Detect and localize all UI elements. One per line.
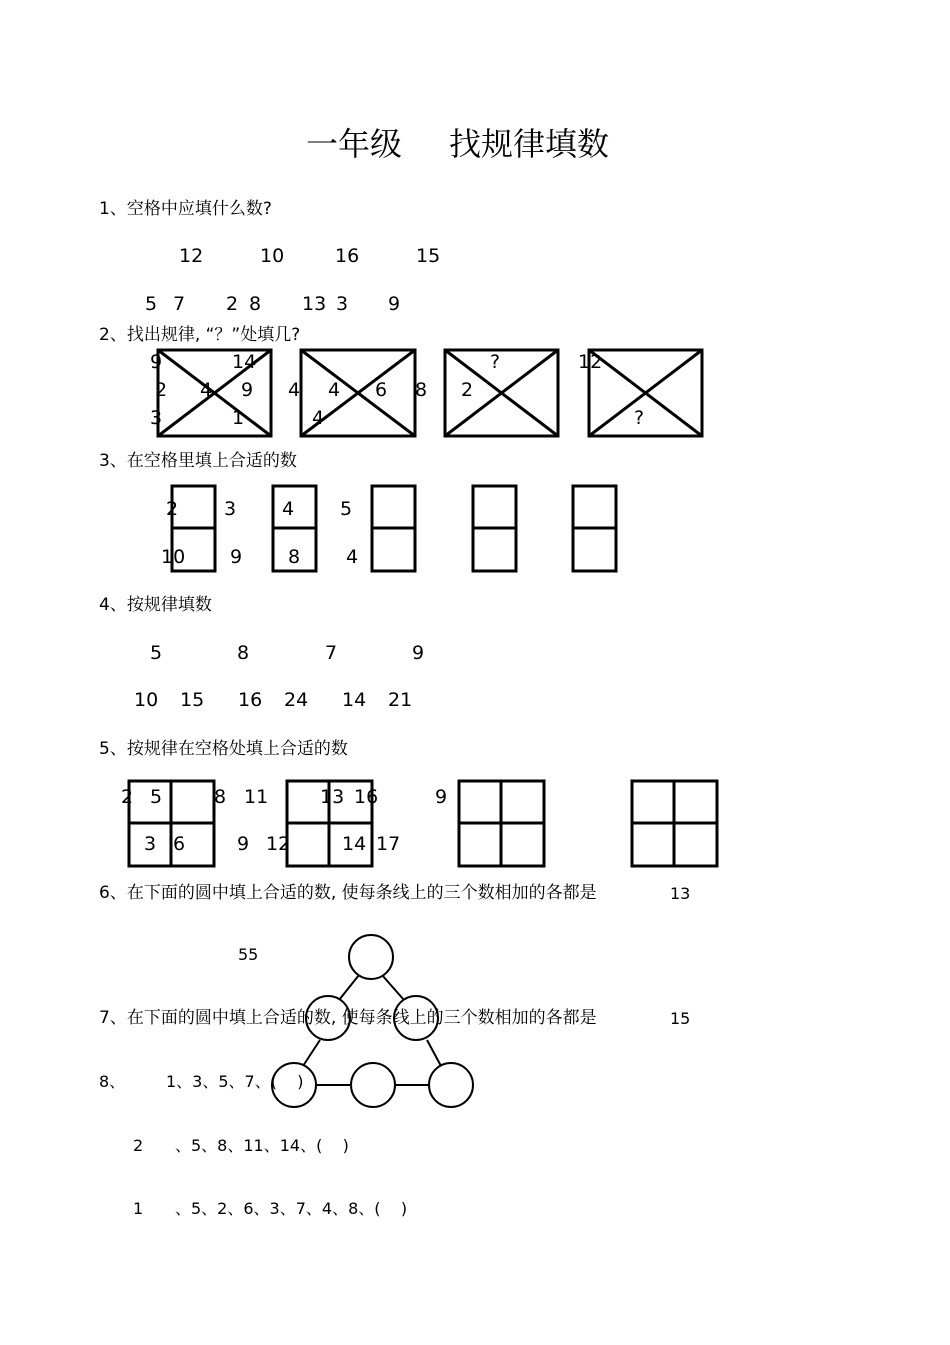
q8-seq2: 、5、8、11、14、( ) xyxy=(175,1136,349,1155)
q5-r1-6: 16 xyxy=(354,786,379,808)
q6-extra: 55 xyxy=(238,945,259,964)
q6-label: 6、在下面的圆中填上合适的数, 使每条线上的三个数相加的各都是 xyxy=(99,883,597,903)
q4-top-2: 8 xyxy=(237,642,250,664)
q2-b2-right: 8 xyxy=(415,379,428,401)
q1-bottom-3: 2 xyxy=(226,293,239,315)
q1-bottom-4: 8 xyxy=(249,293,262,315)
q4-bottom-4: 24 xyxy=(284,689,309,711)
q2-b1-tl: 9 xyxy=(150,351,163,373)
q3-r1-1: 2 xyxy=(166,498,179,520)
q2-b1-br: 1 xyxy=(232,407,245,429)
q4-bottom-3: 16 xyxy=(238,689,263,711)
q5-r2-5: 14 xyxy=(342,833,367,855)
q3-r2-2: 9 xyxy=(230,546,243,568)
circle-bottom-right xyxy=(429,1063,473,1107)
q4-top-4: 9 xyxy=(412,642,425,664)
q2-b2-c: 4 xyxy=(328,379,341,401)
q2-b4-tl: 12 xyxy=(578,351,603,373)
title-topic: 找规律填数 xyxy=(449,125,610,163)
q5-r2-6: 17 xyxy=(376,833,401,855)
q5-r1-4: 11 xyxy=(244,786,269,808)
q8-seq2-lead: 2 xyxy=(133,1136,144,1155)
q8-seq1: 1、3、5、7、( ) xyxy=(166,1072,304,1091)
q1-top-3: 16 xyxy=(335,245,360,267)
q1-bottom-6: 3 xyxy=(336,293,349,315)
q5-r2-1: 3 xyxy=(144,833,157,855)
q4-top-3: 7 xyxy=(325,642,338,664)
q2-b3-ml: 2 xyxy=(461,379,474,401)
circle-bottom-middle xyxy=(351,1063,395,1107)
q2-b2-left: 4 xyxy=(288,379,301,401)
q5-r2-3: 9 xyxy=(237,833,250,855)
q2-b2-bl: 4 xyxy=(312,407,325,429)
q2-b3-top: ? xyxy=(490,351,501,373)
q3-r1-4: 5 xyxy=(340,498,353,520)
q3-r1-3: 4 xyxy=(282,498,295,520)
q1-bottom-7: 9 xyxy=(388,293,401,315)
q3-label: 3、在空格里填上合适的数 xyxy=(99,451,297,471)
q4-bottom-2: 15 xyxy=(180,689,205,711)
q5-r1-5: 13 xyxy=(320,786,345,808)
q5-label: 5、按规律在空格处填上合适的数 xyxy=(99,739,348,759)
title-grade: 一年级 xyxy=(306,125,403,163)
q5-r2-2: 6 xyxy=(173,833,186,855)
q2-b1-tr: 14 xyxy=(232,351,257,373)
q4-label: 4、按规律填数 xyxy=(99,595,212,615)
q1-bottom-1: 5 xyxy=(145,293,158,315)
q7-label: 7、在下面的圆中填上合适的数, 使每条线上的三个数相加的各都是 xyxy=(99,1008,597,1028)
q4-bottom-1: 10 xyxy=(134,689,159,711)
q1-bottom-2: 7 xyxy=(173,293,186,315)
q5-r1-2: 5 xyxy=(150,786,163,808)
q6-target: 13 xyxy=(670,884,691,903)
q3-r2-1: 10 xyxy=(161,546,186,568)
q2-b2-mr: 6 xyxy=(375,379,388,401)
q1-top-1: 12 xyxy=(179,245,204,267)
q7-target: 15 xyxy=(670,1009,691,1028)
q2-b1-ml: 2 xyxy=(155,379,168,401)
q3-r2-3: 8 xyxy=(288,546,301,568)
q3-r2-4: 4 xyxy=(346,546,359,568)
circle-top xyxy=(349,935,393,979)
q2-b1-c: 4 xyxy=(200,379,213,401)
q1-bottom-5: 13 xyxy=(302,293,327,315)
q5-r2-4: 12 xyxy=(266,833,291,855)
q2-b1-mr: 9 xyxy=(241,379,254,401)
q2-b1-bl: 3 xyxy=(150,407,163,429)
q4-bottom-5: 14 xyxy=(342,689,367,711)
q2-b4-bottom: ? xyxy=(634,407,645,429)
q5-r1-1: 2 xyxy=(121,786,134,808)
q4-bottom-6: 21 xyxy=(388,689,413,711)
q8-seq3: 、5、2、6、3、7、4、8、( ) xyxy=(175,1199,408,1218)
q2-label: 2、找出规律, “？”处填几? xyxy=(99,325,301,345)
q3-r1-2: 3 xyxy=(224,498,237,520)
q8-seq3-lead: 1 xyxy=(133,1199,144,1218)
q5-r1-7: 9 xyxy=(435,786,448,808)
q4-top-1: 5 xyxy=(150,642,163,664)
q5-r1-3: 8 xyxy=(214,786,227,808)
q1-top-2: 10 xyxy=(260,245,285,267)
q1-top-4: 15 xyxy=(416,245,441,267)
q1-label: 1、空格中应填什么数? xyxy=(99,199,272,219)
q8-label: 8、 xyxy=(99,1072,126,1091)
